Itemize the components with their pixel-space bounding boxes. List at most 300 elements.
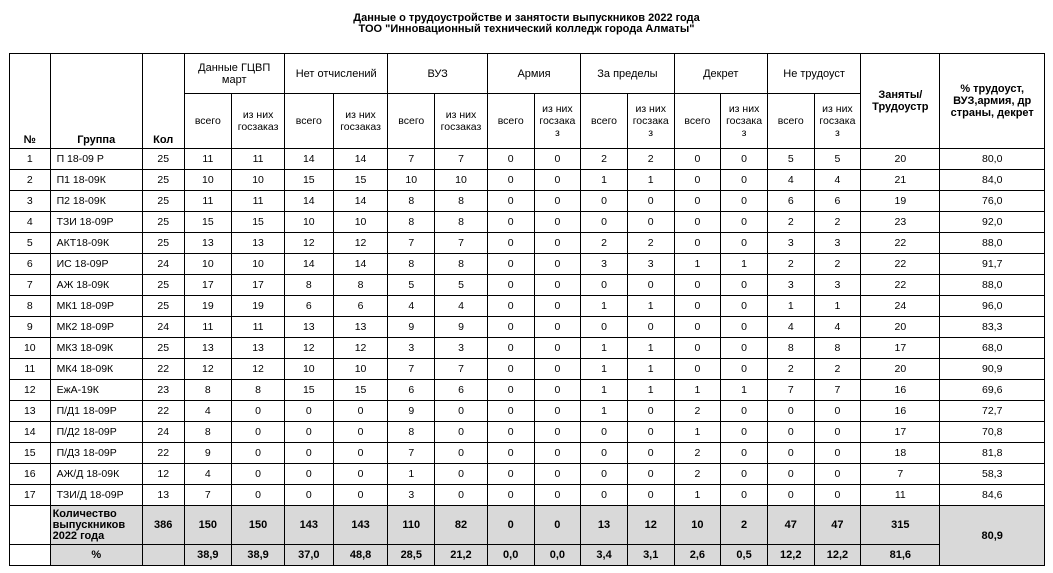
table-cell: 2: [627, 149, 674, 170]
table-cell: 0: [333, 485, 388, 506]
row-number-cell: 3: [10, 191, 51, 212]
table-cell: 0: [487, 170, 534, 191]
table-cell: 7: [435, 149, 488, 170]
table-cell: 10: [184, 170, 232, 191]
table-cell: 22: [861, 254, 940, 275]
table-cell: 10: [284, 212, 333, 233]
table-cell: 72,7: [940, 401, 1045, 422]
table-cell: 6: [284, 296, 333, 317]
table-cell: 8: [814, 338, 861, 359]
group-name-cell: П/Д1 18-09Р: [50, 401, 142, 422]
table-cell: 2: [767, 212, 814, 233]
table-cell: 7: [767, 380, 814, 401]
table-cell: 0: [674, 212, 721, 233]
group-name-cell: П 18-09 Р: [50, 149, 142, 170]
col-header-percent: % трудоуст, ВУЗ,армия, др страны, декрет: [940, 54, 1045, 149]
table-cell: 0: [627, 485, 674, 506]
table-cell: 0: [435, 422, 488, 443]
table-cell: 0: [487, 254, 534, 275]
table-cell: 0: [435, 443, 488, 464]
table-row: [10, 401, 1045, 422]
table-cell: 1: [581, 380, 628, 401]
table-cell: 4: [814, 317, 861, 338]
total-cell: 143: [333, 506, 388, 545]
table-cell: 5: [435, 275, 488, 296]
table-cell: 13: [184, 338, 232, 359]
table-cell: 0: [767, 464, 814, 485]
table-cell: 23: [142, 380, 184, 401]
table-cell: 1: [814, 296, 861, 317]
table-cell: 0: [534, 191, 581, 212]
table-cell: 0: [674, 191, 721, 212]
table-cell: 0: [487, 443, 534, 464]
table-cell: 0: [721, 149, 768, 170]
group-name-cell: АЖ 18-09К: [50, 275, 142, 296]
table-cell: 1: [627, 359, 674, 380]
pct-num-cell: [10, 545, 51, 566]
table-cell: 2: [767, 359, 814, 380]
table-cell: 70,8: [940, 422, 1045, 443]
table-row: [10, 170, 1045, 191]
col-header-group: Группа: [50, 54, 142, 149]
sub-header-state: из них госзаказ: [232, 94, 285, 149]
table-cell: 4: [767, 317, 814, 338]
group-name-cell: П1 18-09К: [50, 170, 142, 191]
table-row: [10, 338, 1045, 359]
sub-header-state: из них госзаказ: [333, 94, 388, 149]
table-cell: 14: [333, 254, 388, 275]
table-cell: 0: [721, 464, 768, 485]
table-cell: 0: [627, 191, 674, 212]
table-cell: 13: [184, 233, 232, 254]
total-cell: 10: [674, 506, 721, 545]
table-cell: 0: [487, 275, 534, 296]
total-cell: 0: [487, 506, 534, 545]
table-cell: 0: [284, 464, 333, 485]
sub-header-all: всего: [388, 94, 435, 149]
pct-cell: 0,0: [487, 545, 534, 566]
table-cell: 0: [534, 254, 581, 275]
table-row: [10, 443, 1045, 464]
table-cell: 0: [721, 401, 768, 422]
table-cell: 1: [674, 254, 721, 275]
table-cell: 12: [284, 233, 333, 254]
table-cell: 1: [721, 380, 768, 401]
pct-cell: 38,9: [232, 545, 285, 566]
table-row: [10, 422, 1045, 443]
table-cell: 6: [435, 380, 488, 401]
table-cell: 25: [142, 212, 184, 233]
pct-cell: 0,0: [534, 545, 581, 566]
table-cell: 25: [142, 275, 184, 296]
table-cell: 0: [534, 443, 581, 464]
table-cell: 3: [814, 233, 861, 254]
col-header-not-working: Не трудоуст: [767, 54, 860, 94]
table-cell: 0: [284, 443, 333, 464]
table-cell: 0: [487, 359, 534, 380]
table-cell: 13: [232, 338, 285, 359]
table-row: [10, 233, 1045, 254]
total-cell: 150: [232, 506, 285, 545]
table-cell: 0: [581, 317, 628, 338]
table-cell: 2: [767, 254, 814, 275]
table-cell: 3: [767, 275, 814, 296]
table-cell: 0: [487, 380, 534, 401]
group-name-cell: МК4 18-09К: [50, 359, 142, 380]
table-cell: 0: [767, 401, 814, 422]
col-header-no-expel: Нет отчислений: [284, 54, 387, 94]
table-cell: 0: [284, 401, 333, 422]
table-cell: 96,0: [940, 296, 1045, 317]
table-cell: 20: [861, 359, 940, 380]
row-number-cell: 14: [10, 422, 51, 443]
table-cell: 91,7: [940, 254, 1045, 275]
table-cell: 0: [487, 338, 534, 359]
table-cell: 1: [674, 380, 721, 401]
table-cell: 12: [284, 338, 333, 359]
table-cell: 8: [435, 254, 488, 275]
group-name-cell: ТЗИ 18-09Р: [50, 212, 142, 233]
table-cell: 9: [388, 401, 435, 422]
table-cell: 11: [232, 149, 285, 170]
table-cell: 25: [142, 170, 184, 191]
table-cell: 90,9: [940, 359, 1045, 380]
table-cell: 2: [814, 212, 861, 233]
table-row: [10, 485, 1045, 506]
employment-table: [9, 53, 1045, 566]
group-name-cell: ТЗИ/Д 18-09Р: [50, 485, 142, 506]
table-cell: 4: [184, 464, 232, 485]
table-cell: 0: [534, 464, 581, 485]
table-cell: 14: [333, 191, 388, 212]
pct-employed: 81,6: [861, 545, 940, 566]
table-cell: 0: [721, 443, 768, 464]
table-cell: 0: [333, 443, 388, 464]
table-cell: 10: [333, 359, 388, 380]
table-cell: 0: [627, 401, 674, 422]
table-cell: 2: [814, 359, 861, 380]
table-cell: 0: [674, 170, 721, 191]
table-cell: 10: [232, 254, 285, 275]
table-cell: 25: [142, 338, 184, 359]
col-header-vuz: ВУЗ: [388, 54, 487, 94]
group-name-cell: П/Д3 18-09Р: [50, 443, 142, 464]
pct-cell: 37,0: [284, 545, 333, 566]
table-cell: 76,0: [940, 191, 1045, 212]
table-row: [10, 464, 1045, 485]
table-cell: 83,3: [940, 317, 1045, 338]
table-cell: 0: [627, 212, 674, 233]
table-cell: 0: [581, 443, 628, 464]
table-cell: 0: [627, 464, 674, 485]
table-cell: 15: [284, 380, 333, 401]
table-cell: 3: [814, 275, 861, 296]
table-cell: 17: [232, 275, 285, 296]
pct-cell: 28,5: [388, 545, 435, 566]
pct-cell: 38,9: [184, 545, 232, 566]
table-cell: 10: [333, 212, 388, 233]
row-number-cell: 8: [10, 296, 51, 317]
total-cell: 47: [814, 506, 861, 545]
table-cell: 11: [184, 317, 232, 338]
table-cell: 25: [142, 296, 184, 317]
pct-cell: 48,8: [333, 545, 388, 566]
table-cell: 5: [388, 275, 435, 296]
group-name-cell: ЕжА-19К: [50, 380, 142, 401]
total-label: Количество выпускников 2022 года: [50, 506, 142, 545]
total-cell: 13: [581, 506, 628, 545]
table-cell: 12: [232, 359, 285, 380]
table-cell: 13: [333, 317, 388, 338]
table-cell: 8: [388, 191, 435, 212]
table-cell: 22: [142, 359, 184, 380]
table-cell: 1: [767, 296, 814, 317]
row-number-cell: 5: [10, 233, 51, 254]
table-cell: 2: [674, 443, 721, 464]
table-cell: 0: [232, 443, 285, 464]
table-cell: 4: [435, 296, 488, 317]
sub-header-all: всего: [487, 94, 534, 149]
table-cell: 7: [861, 464, 940, 485]
table-cell: 88,0: [940, 233, 1045, 254]
table-cell: 0: [721, 170, 768, 191]
col-header-num: №: [10, 54, 51, 149]
table-cell: 0: [487, 191, 534, 212]
table-cell: 0: [232, 401, 285, 422]
table-cell: 19: [184, 296, 232, 317]
table-cell: 24: [142, 422, 184, 443]
table-cell: 0: [534, 422, 581, 443]
table-cell: 16: [861, 380, 940, 401]
table-cell: 8: [388, 212, 435, 233]
group-name-cell: П2 18-09К: [50, 191, 142, 212]
table-cell: 0: [581, 485, 628, 506]
group-name-cell: МК1 18-09Р: [50, 296, 142, 317]
table-cell: 21: [861, 170, 940, 191]
table-cell: 0: [767, 422, 814, 443]
table-cell: 0: [627, 317, 674, 338]
table-cell: 7: [435, 233, 488, 254]
total-row: [10, 506, 1045, 545]
table-cell: 15: [184, 212, 232, 233]
pct-cell: 0,5: [721, 545, 768, 566]
table-body: [10, 149, 1045, 566]
row-number-cell: 12: [10, 380, 51, 401]
table-cell: 0: [814, 443, 861, 464]
sub-header-state: из них госзаказ: [435, 94, 488, 149]
table-cell: 7: [184, 485, 232, 506]
total-percent: 80,9: [940, 506, 1045, 566]
table-cell: 0: [674, 296, 721, 317]
col-header-employed: Заняты/ Трудоустр: [861, 54, 940, 149]
table-cell: 1: [627, 170, 674, 191]
total-num-cell: [10, 506, 51, 545]
table-cell: 10: [232, 170, 285, 191]
group-name-cell: МК3 18-09К: [50, 338, 142, 359]
table-cell: 0: [534, 359, 581, 380]
table-cell: 3: [627, 254, 674, 275]
table-cell: 0: [721, 233, 768, 254]
table-cell: 0: [284, 485, 333, 506]
table-cell: 25: [142, 191, 184, 212]
table-cell: 0: [581, 275, 628, 296]
total-cell: 12: [627, 506, 674, 545]
table-cell: 1: [581, 401, 628, 422]
table-cell: 7: [388, 233, 435, 254]
table-cell: 13: [232, 233, 285, 254]
table-cell: 8: [232, 380, 285, 401]
row-number-cell: 10: [10, 338, 51, 359]
table-cell: 1: [627, 338, 674, 359]
row-number-cell: 4: [10, 212, 51, 233]
table-row: [10, 380, 1045, 401]
table-cell: 0: [674, 149, 721, 170]
table-cell: 0: [487, 464, 534, 485]
table-cell: 1: [674, 422, 721, 443]
table-cell: 24: [142, 317, 184, 338]
table-cell: 0: [435, 485, 488, 506]
table-cell: 68,0: [940, 338, 1045, 359]
table-cell: 17: [861, 422, 940, 443]
table-cell: 5: [767, 149, 814, 170]
table-cell: 0: [721, 317, 768, 338]
row-number-cell: 6: [10, 254, 51, 275]
table-cell: 9: [184, 443, 232, 464]
sub-header-all: всего: [767, 94, 814, 149]
table-row: [10, 149, 1045, 170]
total-cell: 143: [284, 506, 333, 545]
table-cell: 3: [388, 485, 435, 506]
table-cell: 0: [232, 485, 285, 506]
col-header-decree: Декрет: [674, 54, 767, 94]
table-row: [10, 275, 1045, 296]
table-cell: 9: [388, 317, 435, 338]
table-cell: 0: [627, 443, 674, 464]
table-cell: 0: [581, 464, 628, 485]
table-cell: 6: [814, 191, 861, 212]
pct-cell: 2,6: [674, 545, 721, 566]
row-number-cell: 11: [10, 359, 51, 380]
sub-header-all: всего: [581, 94, 628, 149]
table-cell: 8: [767, 338, 814, 359]
table-cell: 0: [721, 485, 768, 506]
group-name-cell: АЖ/Д 18-09К: [50, 464, 142, 485]
table-cell: 25: [142, 149, 184, 170]
table-cell: 0: [721, 338, 768, 359]
table-cell: 0: [534, 485, 581, 506]
table-row: [10, 317, 1045, 338]
table-cell: 11: [232, 317, 285, 338]
table-cell: 14: [333, 149, 388, 170]
total-cell: 110: [388, 506, 435, 545]
table-cell: 22: [861, 233, 940, 254]
table-cell: 18: [861, 443, 940, 464]
table-cell: 0: [487, 212, 534, 233]
table-cell: 0: [674, 338, 721, 359]
table-cell: 4: [814, 170, 861, 191]
total-cell: 0: [534, 506, 581, 545]
table-cell: 8: [284, 275, 333, 296]
table-cell: 0: [627, 422, 674, 443]
pct-cell: 3,1: [627, 545, 674, 566]
table-cell: 0: [534, 233, 581, 254]
table-cell: 0: [674, 233, 721, 254]
table-cell: 23: [861, 212, 940, 233]
pct-cell: 3,4: [581, 545, 628, 566]
table-cell: 11: [232, 191, 285, 212]
table-cell: 11: [184, 191, 232, 212]
table-cell: 1: [674, 485, 721, 506]
table-cell: 81,8: [940, 443, 1045, 464]
table-cell: 92,0: [940, 212, 1045, 233]
percent-row: [10, 545, 1045, 566]
table-cell: 8: [435, 212, 488, 233]
row-number-cell: 7: [10, 275, 51, 296]
table-cell: 24: [861, 296, 940, 317]
table-cell: 15: [333, 380, 388, 401]
table-cell: 8: [333, 275, 388, 296]
table-cell: 0: [284, 422, 333, 443]
table-cell: 7: [388, 443, 435, 464]
row-number-cell: 9: [10, 317, 51, 338]
table-cell: 20: [861, 317, 940, 338]
table-cell: 1: [581, 170, 628, 191]
document-subtitle: ТОО "Инновационный технический колледж города Алматы": [358, 23, 695, 35]
row-number-cell: 16: [10, 464, 51, 485]
table-cell: 19: [232, 296, 285, 317]
table-cell: 3: [767, 233, 814, 254]
table-cell: 13: [284, 317, 333, 338]
total-cell: 150: [184, 506, 232, 545]
sub-header-state: из них госзака з: [814, 94, 861, 149]
table-cell: 0: [232, 464, 285, 485]
pct-count-cell: [142, 545, 184, 566]
table-cell: 0: [534, 317, 581, 338]
col-header-count: Кол: [142, 54, 184, 149]
table-cell: 24: [142, 254, 184, 275]
table-cell: 2: [581, 233, 628, 254]
table-cell: 5: [814, 149, 861, 170]
table-cell: 0: [435, 464, 488, 485]
sub-header-state: из них госзака з: [627, 94, 674, 149]
table-cell: 14: [284, 149, 333, 170]
table-cell: 0: [487, 317, 534, 338]
col-header-army: Армия: [487, 54, 580, 94]
table-cell: 0: [333, 464, 388, 485]
table-cell: 0: [534, 380, 581, 401]
table-cell: 1: [581, 296, 628, 317]
table-cell: 0: [487, 149, 534, 170]
table-cell: 17: [861, 338, 940, 359]
table-cell: 4: [388, 296, 435, 317]
table-cell: 0: [721, 191, 768, 212]
table-cell: 6: [333, 296, 388, 317]
table-row: [10, 359, 1045, 380]
row-number-cell: 13: [10, 401, 51, 422]
table-cell: 6: [767, 191, 814, 212]
total-cell: 82: [435, 506, 488, 545]
sub-header-all: всего: [674, 94, 721, 149]
table-cell: 3: [388, 338, 435, 359]
table-cell: 16: [861, 401, 940, 422]
pct-label: %: [50, 545, 142, 566]
table-cell: 0: [721, 296, 768, 317]
table-cell: 0: [581, 422, 628, 443]
table-cell: 12: [184, 359, 232, 380]
table-cell: 3: [435, 338, 488, 359]
table-cell: 2: [814, 254, 861, 275]
pct-cell: 21,2: [435, 545, 488, 566]
